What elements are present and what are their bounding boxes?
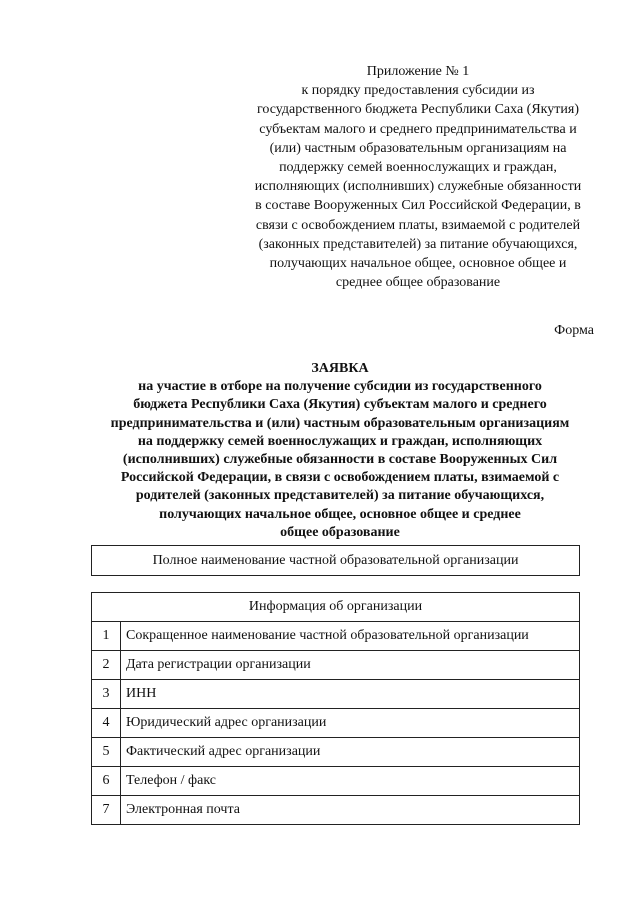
row-number: 7 xyxy=(92,796,121,825)
table-row xyxy=(92,738,580,767)
appendix-line: государственного бюджета Республики Саха (Якутия) xyxy=(256,102,579,118)
appendix-line: связи с освобождением платы, взимаемой с родителей xyxy=(255,217,581,233)
table-row xyxy=(92,546,580,576)
appendix-line: (законных представителей) за питание обучающихся, xyxy=(258,236,578,252)
table-row xyxy=(92,651,580,680)
appendix-line: (или) частным образовательным организациям на xyxy=(269,140,567,156)
application-title: ЗАЯВКА xyxy=(311,361,369,376)
application-subtitle-line: на поддержку семей военнослужащих и граждан, исполняющих xyxy=(137,433,543,449)
row-label: Дата регистрации организации xyxy=(121,651,580,680)
table-row xyxy=(92,680,580,709)
appendix-line: Приложение № 1 xyxy=(366,64,470,79)
row-number: 1 xyxy=(92,622,121,651)
application-title-block xyxy=(70,360,610,542)
appendix-line: субъектам малого и среднего предпринимательства и xyxy=(259,121,577,137)
row-label: Фактический адрес организации xyxy=(121,738,580,767)
application-subtitle-line: получающих начальное общее, основное общее и среднее xyxy=(159,506,521,522)
application-subtitle-line: предпринимательства и (или) частным образовательным организациям xyxy=(110,415,570,431)
row-number: 5 xyxy=(92,738,121,767)
row-number: 4 xyxy=(92,709,121,738)
appendix-line: среднее общее образование xyxy=(335,275,501,291)
row-label: Телефон / факс xyxy=(121,767,580,796)
org-info-table xyxy=(91,592,580,825)
appendix-line: к порядку предоставления субсидии из xyxy=(301,83,535,99)
appendix-line: получающих начальное общее, основное общее и xyxy=(269,256,567,272)
appendix-line: поддержку семей военнослужащих и граждан, xyxy=(279,160,557,176)
application-subtitle-line: родителей (законных представителей) за питание обучающихся, xyxy=(135,488,545,504)
table-row xyxy=(92,796,580,825)
application-subtitle-line: Российской Федерации, в связи с освобождением платы, взимаемой с xyxy=(120,470,560,486)
form-label: Форма xyxy=(554,323,594,338)
application-subtitle-line: на участие в отборе на получение субсидии из государственного xyxy=(138,379,542,395)
row-label: Сокращенное наименование частной образовательной организации xyxy=(121,622,580,651)
row-number: 3 xyxy=(92,680,121,709)
application-subtitle-line: (исполнивших) служебные обязанности в составе Вооруженных Сил xyxy=(122,452,558,468)
appendix-line: в составе Вооруженных Сил Российской Федерации, в xyxy=(255,198,581,214)
table-row xyxy=(92,767,580,796)
table-row xyxy=(92,622,580,651)
row-label: ИНН xyxy=(121,680,580,709)
appendix-line: исполняющих (исполнивших) служебные обязанности xyxy=(254,179,582,195)
row-number: 2 xyxy=(92,651,121,680)
application-subtitle-line: бюджета Республики Саха (Якутия) субъектам малого и среднего xyxy=(133,397,547,413)
row-label: Юридический адрес организации xyxy=(121,709,580,738)
table-header-row xyxy=(92,593,580,622)
table-row xyxy=(92,709,580,738)
org-name-table xyxy=(91,545,580,576)
org-info-header: Информация об организации xyxy=(92,593,580,622)
appendix-header xyxy=(232,62,604,292)
application-subtitle-line: общее образование xyxy=(280,524,400,540)
org-name-header: Полное наименование частной образовательной организации xyxy=(92,546,580,576)
row-number: 6 xyxy=(92,767,121,796)
row-label: Электронная почта xyxy=(121,796,580,825)
